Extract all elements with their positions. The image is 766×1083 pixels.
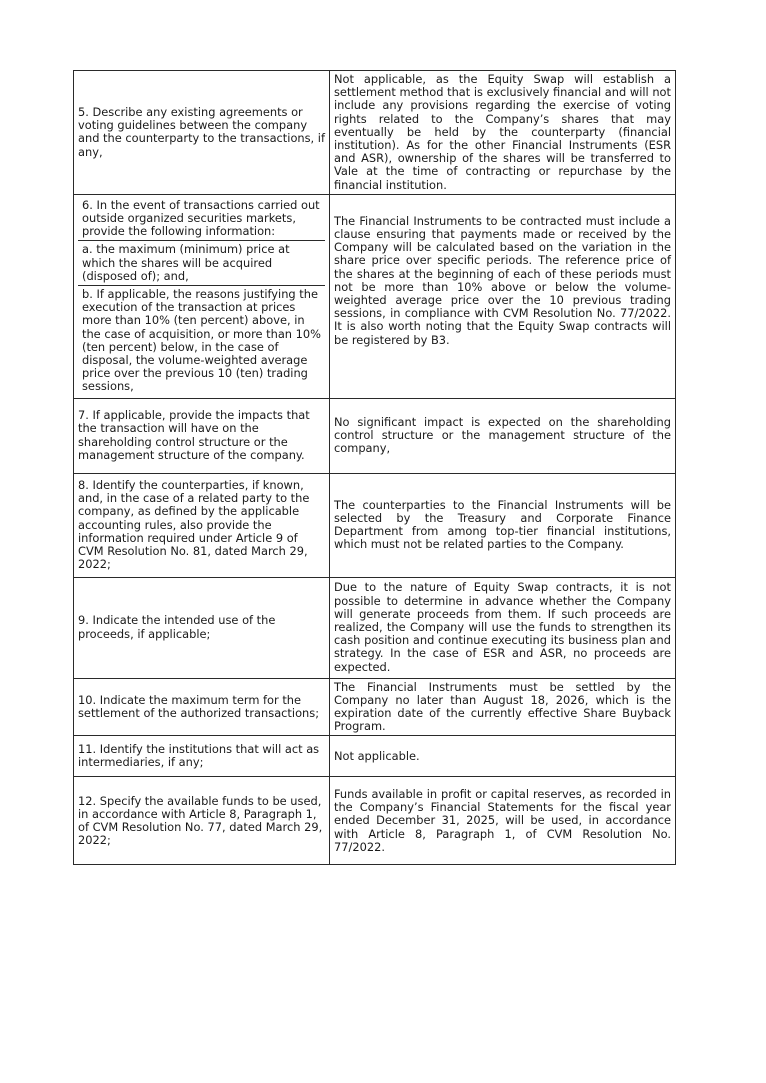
question-cell-12: 12. Specify the available funds to be used, in accordance with Article 8, Paragraph 1, of CVM Resolution No. 77, dated March 29, 2022; bbox=[74, 777, 330, 865]
table-row-9 bbox=[74, 577, 676, 678]
question-cell-9: 9. Indicate the intended use of the proceeds, if applicable; bbox=[74, 577, 330, 678]
answer-cell-9: Due to the nature of Equity Swap contracts, it is not possible to determine in advance whether the Company will generate proceeds from them. If such proceeds are realized, the Company will use the funds to strengthen its cash position and continue executing its business plan and strategy. In the case of ESR and ASR, no proceeds are expected. bbox=[330, 577, 676, 678]
table-row-12 bbox=[74, 777, 676, 865]
question-cell-5: 5. Describe any existing agreements or voting guidelines between the company and the counterparty to the transactions, if any, bbox=[74, 71, 330, 195]
table-row-8 bbox=[74, 473, 676, 577]
table-row-6 bbox=[74, 194, 676, 398]
question-cell-7: 7. If applicable, provide the impacts that the transaction will have on the shareholding control structure or the management structure of the company. bbox=[74, 398, 330, 473]
question-cell-6 bbox=[74, 194, 330, 398]
table-row-5 bbox=[74, 71, 676, 195]
table-row-10 bbox=[74, 678, 676, 736]
question-6-item-a: a. the maximum (minimum) price at which the shares will be acquired (disposed of); and, bbox=[78, 240, 325, 285]
answer-cell-11: Not applicable. bbox=[330, 736, 676, 777]
question-6-intro: 6. In the event of transactions carried out outside organized securities markets, provide the following information: bbox=[82, 197, 320, 239]
disclosure-table bbox=[73, 70, 676, 865]
table-row-7 bbox=[74, 398, 676, 473]
question-6-item-b: b. If applicable, the reasons justifying the execution of the transaction at prices more than 10% (ten percent) above, in the case of acquisition, or more than 10% (ten percent) below, in the case of disposal, the volume-weighted average price over the previous 10 (ten) trading sessions, bbox=[78, 285, 325, 396]
table-row-11 bbox=[74, 736, 676, 777]
answer-cell-12: Funds available in profit or capital reserves, as recorded in the Company’s Financial Statements for the fiscal year ended December 31, 2025, will be used, in accordance with Article 8, Paragraph 1, of CVM Resolution No. 77/2022. bbox=[330, 777, 676, 865]
question-cell-11: 11. Identify the institutions that will act as intermediaries, if any; bbox=[74, 736, 330, 777]
answer-cell-10: The Financial Instruments must be settled by the Company no later than August 18, 2026, which is the expiration date of the currently effective Share Buyback Program. bbox=[330, 678, 676, 736]
answer-cell-7: No significant impact is expected on the shareholding control structure or the management structure of the company, bbox=[330, 398, 676, 473]
answer-cell-5: Not applicable, as the Equity Swap will establish a settlement method that is exclusively financial and will not include any provisions regarding the exercise of voting rights related to the Company’s shares that may eventually be held by the counterparty (financial institution). As for the other Financial Instruments (ESR and ASR), ownership of the shares will be transferred to Vale at the time of contracting or repurchase by the financial institution. bbox=[330, 71, 676, 195]
question-cell-10: 10. Indicate the maximum term for the settlement of the authorized transactions; bbox=[74, 678, 330, 736]
answer-cell-6: The Financial Instruments to be contracted must include a clause ensuring that payments made or received by the Company will be calculated based on the variation in the share price over specific periods. The reference price of the shares at the beginning of each of these periods must not be more than 10% above or below the volume-weighted average price over the 10 previous trading sessions, in compliance with CVM Resolution No. 77/2022. It is also worth noting that the Equity Swap contracts will be registered by B3. bbox=[330, 194, 676, 398]
answer-cell-8: The counterparties to the Financial Instruments will be selected by the Treasury and Corporate Finance Department from among top-tier financial institutions, which must not be related parties to the Company. bbox=[330, 473, 676, 577]
question-cell-8: 8. Identify the counterparties, if known, and, in the case of a related party to the company, as defined by the applicable accounting rules, also provide the information required under Article 9 of CVM Resolution No. 81, dated March 29, 2022; bbox=[74, 473, 330, 577]
